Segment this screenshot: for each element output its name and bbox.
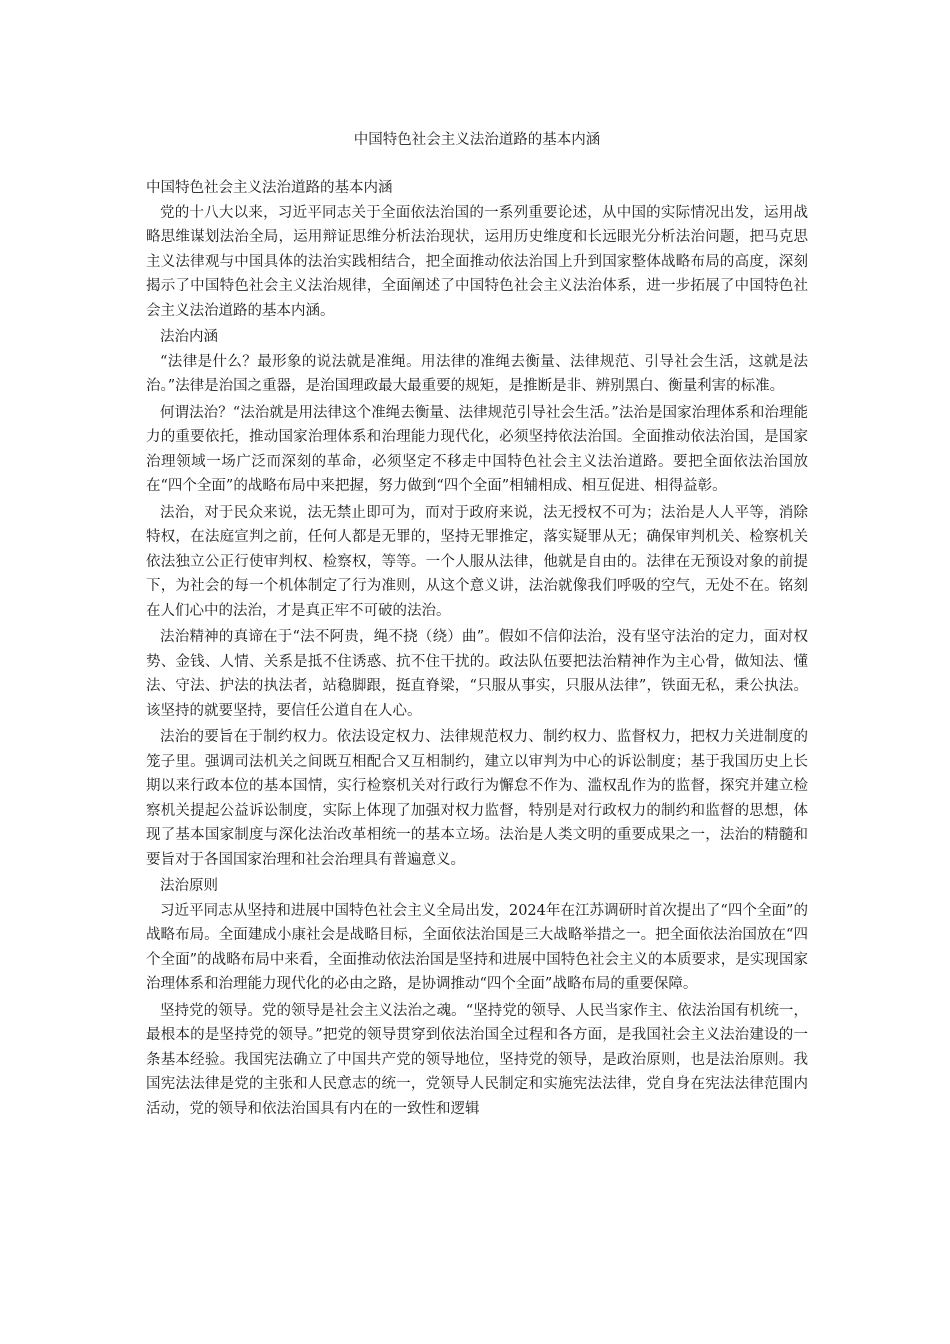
section-heading-fazhi-yuanze: 法治原则 <box>160 878 218 894</box>
section-heading-fazhi-neihan: 法治内涵 <box>160 329 218 345</box>
paragraph: 习近平同志从坚持和进展中国特色社会主义全局出发，2024年在江苏调研时首次提出了“四个全面”的战略布局。全面建成小康社会是战略目标，全面依法治国是三大战略举措之一。把全面依法治国放在“四个全面”的战略布局中来看，全面推动依法治国是坚持和进展中国特色社会主义的本质要求，是实现国家治理体系和治理能力现代化的必由之路，是协调推动“四个全面”战略布局的重要保障。 <box>146 902 808 992</box>
paragraph: 法治，对于民众来说，法无禁止即可为，而对于政府来说，法无授权不可为；法治是人人平等，消除特权，在法庭宣判之前，任何人都是无罪的，坚持无罪推定，落实疑罪从无；确保审判机关、检察机关依法独立公正行使审判权、检察权，等等。一个人服从法律，他就是自由的。法律在无预设对象的前提下，为社会的每一个机体制定了行为准则，从这个意义讲，法治就像我们呼吸的空气，无处不在。铭刻在人们心中的法治，才是真正牢不可破的法治。 <box>146 504 808 619</box>
document-page <box>146 128 808 1123</box>
paragraph: 法治的要旨在于制约权力。依法设定权力、法律规范权力、制约权力、监督权力，把权力关进制度的笼子里。强调司法机关之间既互相配合又互相制约，建立以审判为中心的诉讼制度；基于我国历史上长期以来行政本位的基本国情，实行检察机关对行政行为懈怠不作为、滥权乱作为的监督，探究并建立检察机关提起公益诉讼制度，实际上体现了加强对权力监督，特别是对行政权力的制约和监督的思想，体现了基本国家制度与深化法治改革相统一的基本立场。法治是人类文明的重要成果之一，法治的精髓和要旨对于各国国家治理和社会治理具有普遍意义。 <box>146 729 808 868</box>
paragraph: 坚持党的领导。党的领导是社会主义法治之魂。“坚持党的领导、人民当家作主、依法治国有机统一，最根本的是坚持党的领导。”把党的领导贯穿到依法治国全过程和各方面，是我国社会主义法治建设的一条基本经验。我国宪法确立了中国共产党的领导地位，坚持党的领导，是政治原则，也是法治原则。我国宪法法律是党的主张和人民意志的统一，党领导人民制定和实施宪法法律，党自身在宪法法律范围内活动，党的领导和依法治国具有内在的一致性和逻辑 <box>146 1002 808 1117</box>
paragraph: 法治精神的真谛在于“法不阿贵，绳不挠（绕）曲”。假如不信仰法治，没有坚守法治的定力，面对权势、金钱、人情、关系是抵不住诱惑、抗不住干扰的。政法队伍要把法治精神作为主心骨，做知法、懂法、守法、护法的执法者，站稳脚跟，挺直脊梁，“只服从事实，只服从法律”，铁面无私，秉公执法。该坚持的就要坚持，要信任公道自在人心。 <box>146 629 808 719</box>
paragraph: “法律是什么？最形象的说法就是准绳。用法律的准绳去衡量、法律规范、引导社会生活，这就是法治。”法律是治国之重器，是治国理政最大最重要的规矩，是推断是非、辨别黑白、衡量利害的标准。 <box>146 353 808 394</box>
intro-paragraph: 党的十八大以来，习近平同志关于全面依法治国的一系列重要论述，从中国的实际情况出发，运用战略思维谋划法治全局，运用辩证思维分析法治现状，运用历史维度和长远眼光分析法治问题，把马克思主义法律观与中国具体的法治实践相结合，把全面推动依法治国上升到国家整体战略布局的高度，深刻揭示了中国特色社会主义法治规律，全面阐述了中国特色社会主义法治体系，进一步拓展了中国特色社会主义法治道路的基本内涵。 <box>146 204 808 319</box>
document-subtitle: 中国特色社会主义法治道路的基本内涵 <box>146 180 393 196</box>
document-title: 中国特色社会主义法治道路的基本内涵 <box>353 132 601 148</box>
paragraph: 何谓法治？“法治就是用法律这个准绳去衡量、法律规范引导社会生活。”法治是国家治理体系和治理能力的重要依托，推动国家治理体系和治理能力现代化，必须坚持依法治国。全面推动依法治国，是国家治理领域一场广泛而深刻的革命，必须坚定不移走中国特色社会主义法治道路。要把全面依法治国放在“四个全面”的战略布局中来把握，努力做到“四个全面”相辅相成、相互促进、相得益彰。 <box>146 404 808 494</box>
